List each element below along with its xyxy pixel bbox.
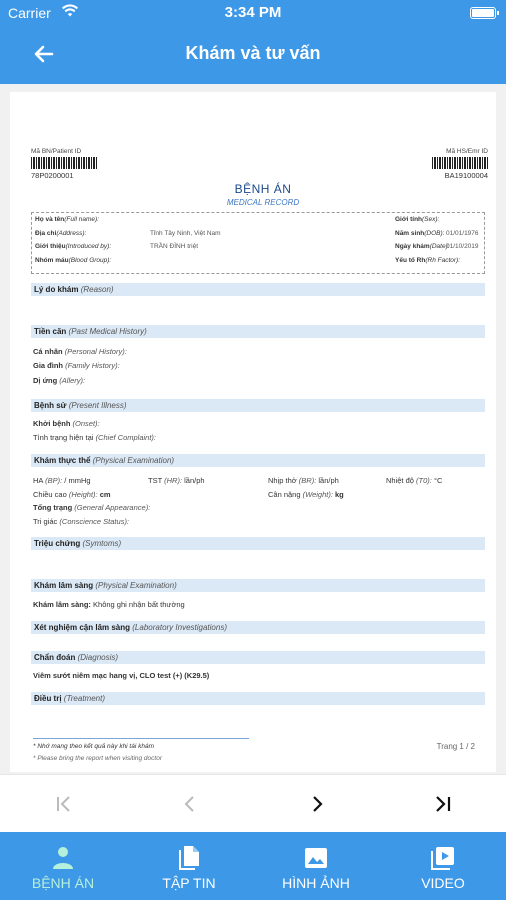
status-bar [0,0,506,26]
tab-label: VIDEO [421,875,465,891]
section-physical-exam: Khám thực thể (Physical Examination) [31,454,485,467]
section-lab: Xét nghiệm cận lâm sàng (Laboratory Investigations) [31,621,485,634]
person-icon [50,845,76,871]
visit-date-value: 01/10/2019 [446,243,479,250]
previous-page-icon[interactable] [175,789,205,819]
footnote-divider [33,738,249,739]
bp-line: HA (BP): / mmHg [33,476,91,485]
pager-bar [0,774,506,832]
nav-bar [0,26,506,84]
tab-files[interactable] [126,832,252,900]
allergy-line: Dị ứng (Allery): [33,376,86,385]
rh-factor-label: Yếu tố Rh(Rh Factor): [395,257,461,264]
clock: 3:34 PM [224,4,282,21]
section-diagnosis: Chẩn đoán (Diagnosis) [31,651,485,664]
tab-bar [0,832,506,900]
section-treatment: Điều trị (Treatment) [31,692,485,705]
height-line: Chiều cao (Height): cm [33,490,111,499]
patient-id-label: Mã BN/Patient ID [31,148,82,155]
carrier-label: Carrier [8,5,51,21]
introduced-value: TRẦN ĐÌNH triệt [150,243,199,250]
address-label: Địa chỉ(Address): [35,230,87,237]
document-page [10,92,496,772]
next-page-icon[interactable] [302,789,332,819]
address-value: Tỉnh Tây Ninh, Việt Nam [150,230,221,237]
patient-barcode [31,157,97,169]
document-viewer[interactable] [0,84,506,774]
gender-label: Giới tính(Sex): [395,216,440,223]
first-page-icon[interactable] [49,789,79,819]
clinical-exam-line: Khám lâm sàng: Không ghi nhận bất thường [33,600,185,609]
page-title: Khám và tư vấn [185,43,321,63]
record-id-label: Mã HS/Emr ID [446,148,488,155]
weight-line: Cân nặng (Weight): kg [268,490,344,499]
document-subtitle: MEDICAL RECORD [226,198,300,207]
image-icon [303,845,329,871]
onset-line: Khởi bệnh (Onset): [33,419,100,428]
section-history: Tiền căn (Past Medical History) [31,325,485,338]
dob-label: Năm sinh(DOB): [395,230,445,237]
video-icon [430,845,456,871]
tab-label: TẬP TIN [162,875,216,891]
section-clinical-exam: Khám lâm sàng (Physical Examination) [31,579,485,592]
tab-video[interactable] [380,832,506,900]
temperature-line: Nhiệt độ (T0): °C [386,476,443,485]
visit-date-label: Ngày khám(Date): [395,243,450,250]
personal-history-line: Cá nhân (Personal History): [33,347,127,356]
last-page-icon[interactable] [428,789,458,819]
br-line: Nhịp thở (BR): lần/ph [268,476,339,485]
section-symptoms: Triệu chứng (Symtoms) [31,537,485,550]
footnote-en: * Please bring the report when visiting doctor [33,755,162,762]
diagnosis-line: Viêm sướt niêm mạc hang vị, CLO test (+) (K29.5) [33,671,210,680]
tab-label: HÌNH ẢNH [282,875,350,891]
appearance-line: Tổng trạng (General Appearance): [33,503,151,512]
blood-group-label: Nhóm máu(Blood Group): [35,257,112,264]
tab-medical-record[interactable] [0,832,126,900]
patient-info-box [31,212,485,274]
name-label: Họ và tên(Full name): [35,216,99,223]
introduced-label: Giới thiệu(Introduced by): [35,243,112,250]
dob-value: 01/01/1976 [446,230,479,237]
footnote-vi: * Nhớ mang theo kết quả này khi tái khám [33,743,154,750]
conscience-line: Tri giác (Conscience Status): [33,517,130,526]
page-indicator: Trang 1 / 2 [436,742,475,751]
hr-line: TST (HR): lần/ph [148,476,205,485]
complaint-line: Tình trạng hiện tại (Chief Complaint): [33,433,156,442]
record-barcode [432,157,488,169]
files-icon [176,845,202,871]
record-id-value: BA19100004 [444,171,488,180]
battery-icon [470,7,496,19]
document-title: BỆNH ÁN [234,182,292,196]
family-history-line: Gia đình (Family History): [33,361,120,370]
tab-label: BỆNH ÁN [31,875,95,891]
section-illness: Bệnh sử (Present Illness) [31,399,485,412]
section-reason: Lý do khám (Reason) [31,283,485,296]
patient-id-value: 78P0200001 [31,171,74,180]
tab-images[interactable] [253,832,379,900]
